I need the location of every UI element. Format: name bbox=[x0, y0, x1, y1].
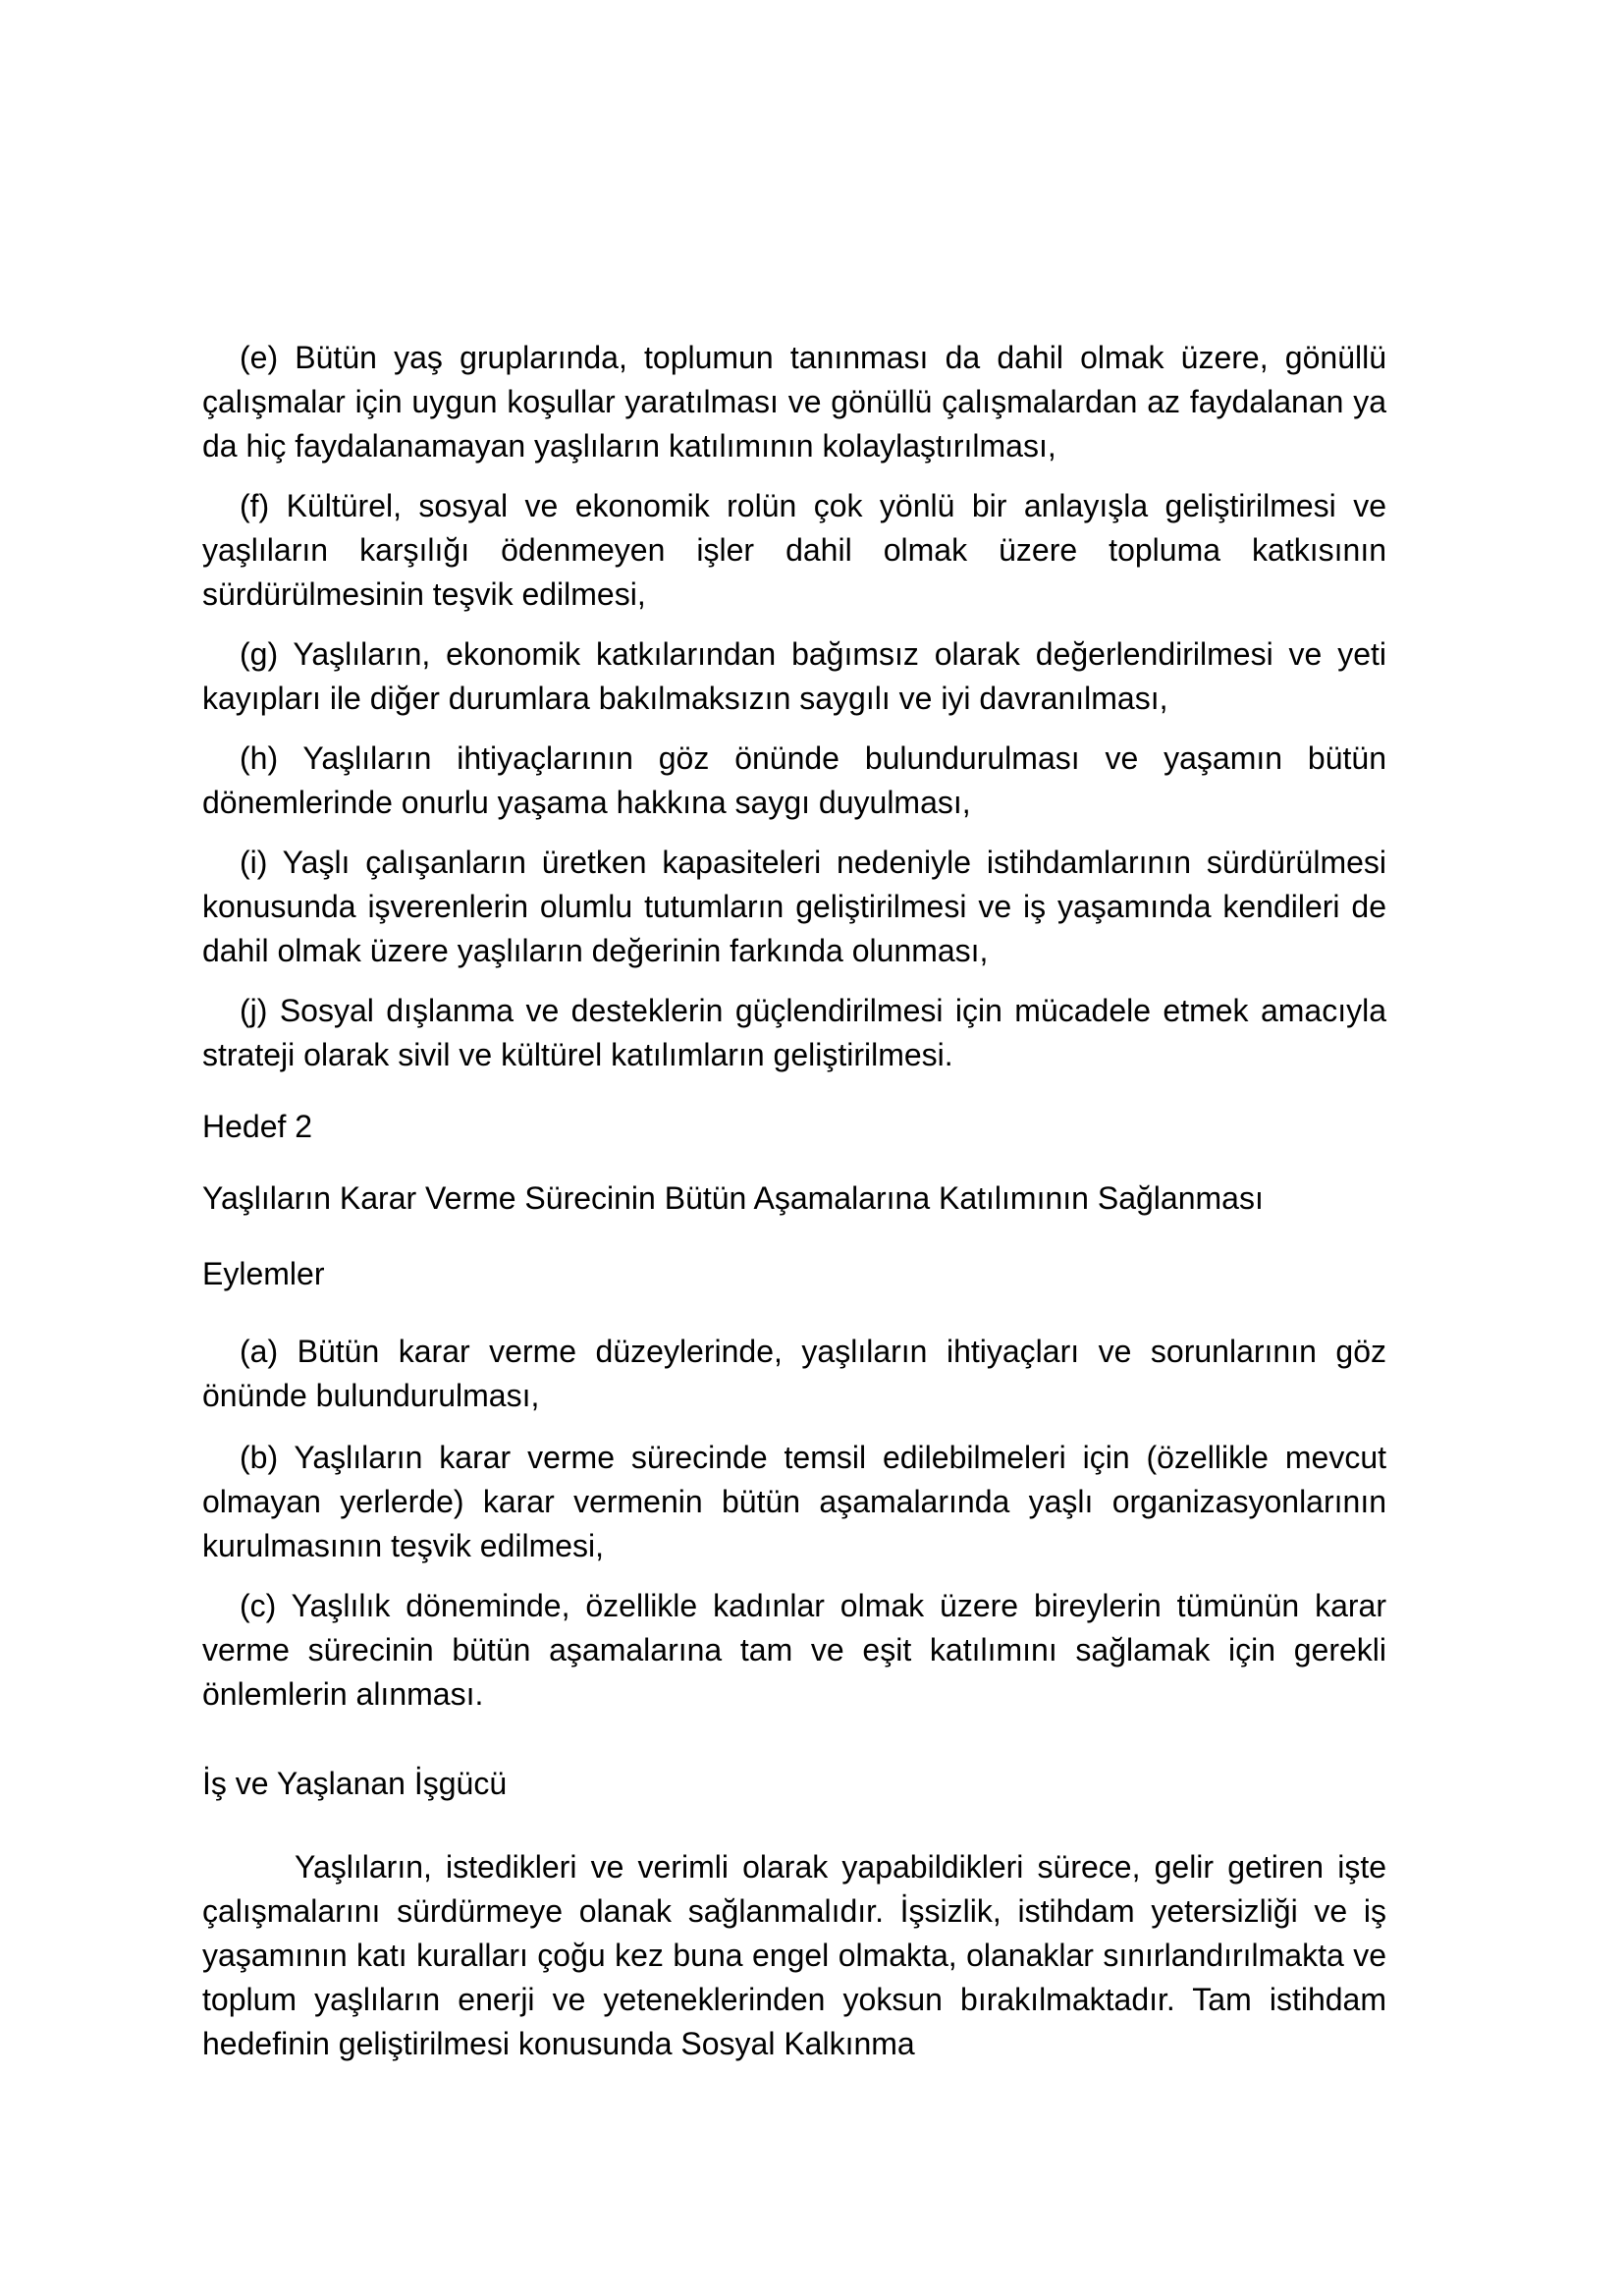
paragraph-h: (h) Yaşlıların ihtiyaçlarının göz önünde bulundurulması ve yaşamın bütün dönemlerinde onurlu yaşama hakkına saygı duyulması, bbox=[202, 740, 1386, 820]
paragraph-c: (c) Yaşlılık döneminde, özellikle kadınlar olmak üzere bireylerin tümünün karar verme sürecinin bütün aşamalarına tam ve eşit katılımını sağlamak için gerekli önlemlerin alınması. bbox=[202, 1588, 1386, 1712]
paragraph-i: (i) Yaşlı çalışanların üretken kapasiteleri nedeniyle istihdamlarının sürdürülmesi konusunda işverenlerin olumlu tutumların geliştirilmesi ve iş yaşamında kendileri de dahil olmak üzere yaşlıların değerinin farkında olunması, bbox=[202, 845, 1386, 968]
heading-eylemler: Eylemler bbox=[202, 1256, 325, 1291]
paragraph-a: (a) Bütün karar verme düzeylerinde, yaşlıların ihtiyaçları ve sorunlarının göz önünde bulundurulması, bbox=[202, 1334, 1386, 1413]
paragraph-istihdam: Yaşlıların, istedikleri ve verimli olarak yapabildikleri sürece, gelir getiren işte çalışmalarını sürdürmeye olanak sağlanmalıdır. İşsizlik, istihdam yetersizliği ve iş yaşamının katı kuralları çoğu kez buna engel olmakta, olanaklar sınırlandırılmakta ve toplum yaşlıların enerji ve yeteneklerinden yoksun bırakılmaktadır. Tam istihdam hedefinin geliştirilmesi konusunda Sosyal Kalkınma bbox=[202, 1849, 1386, 2061]
section-title: Yaşlıların Karar Verme Sürecinin Bütün Aşamalarına Katılımının Sağlanması bbox=[202, 1180, 1264, 1216]
paragraph-j: (j) Sosyal dışlanma ve desteklerin güçlendirilmesi için mücadele etmek amacıyla strateji olarak sivil ve kültürel katılımların geliştirilmesi. bbox=[202, 993, 1386, 1072]
paragraph-b: (b) Yaşlıların karar verme sürecinde temsil edilebilmeleri için (özellikle mevcut olmayan yerlerde) karar vermenin bütün aşamalarında yaşlı organizasyonlarının kurulmasının teşvik edilmesi, bbox=[202, 1440, 1386, 1563]
heading-hedef-2: Hedef 2 bbox=[202, 1109, 313, 1144]
paragraph-g: (g) Yaşlıların, ekonomik katkılarından bağımsız olarak değerlendirilmesi ve yeti kayıpları ile diğer durumlara bakılmaksızın saygılı ve iyi davranılması, bbox=[202, 636, 1386, 716]
paragraph-e: (e) Bütün yaş gruplarında, toplumun tanınması da dahil olmak üzere, gönüllü çalışmalar için uygun koşullar yaratılması ve gönüllü çalışmalardan az faydalanan ya da hiç faydalanamayan yaşlıların katılımının kolaylaştırılması, bbox=[202, 340, 1386, 464]
paragraph-f: (f) Kültürel, sosyal ve ekonomik rolün çok yönlü bir anlayışla geliştirilmesi ve yaşlıların karşılığı ödenmeyen işler dahil olmak üzere topluma katkısının sürdürülmesinin teşvik edilmesi, bbox=[202, 488, 1386, 612]
heading-is-ve-yaslanan-isgucu: İş ve Yaşlanan İşgücü bbox=[202, 1766, 508, 1801]
